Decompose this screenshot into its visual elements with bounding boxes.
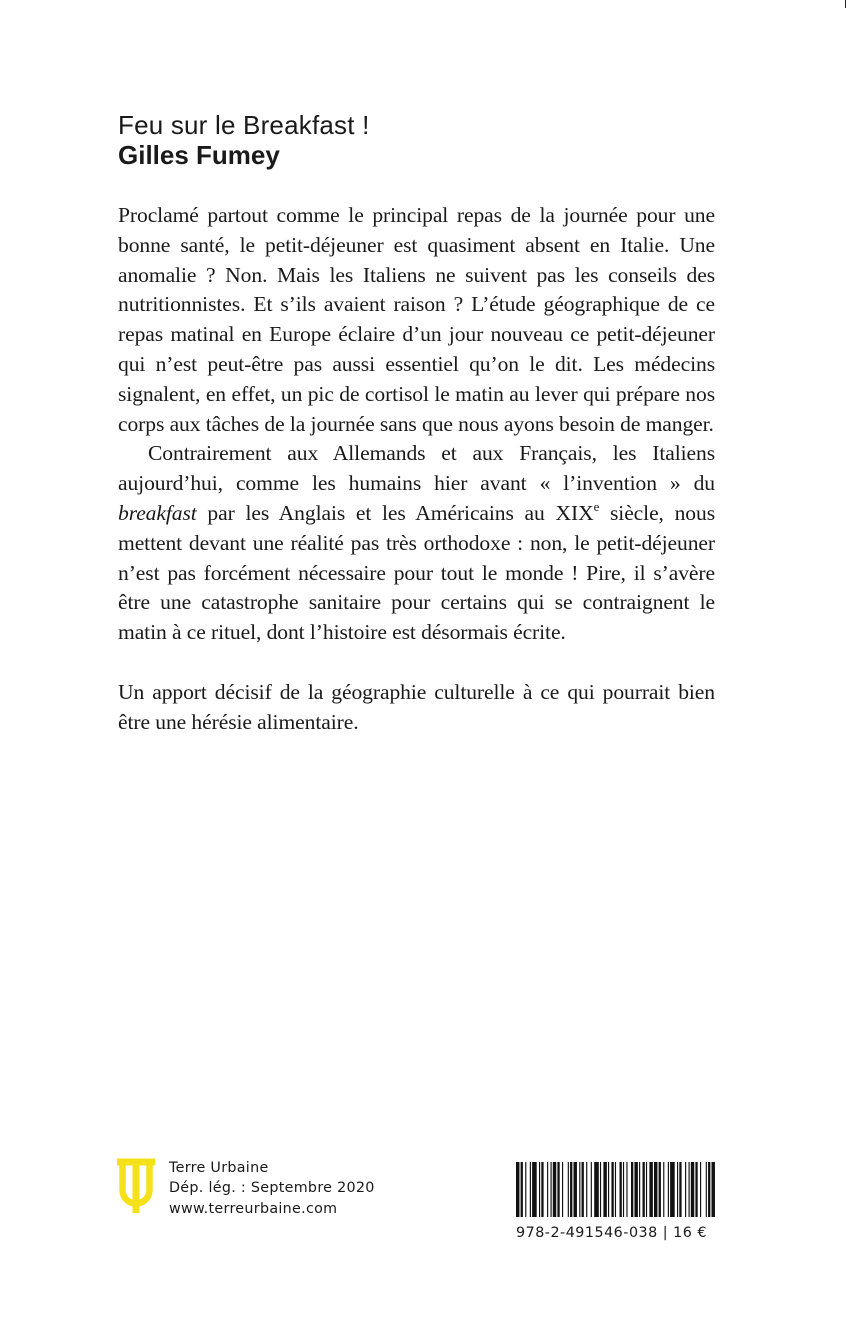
barcode-bar bbox=[615, 1162, 616, 1217]
publisher-info bbox=[169, 1158, 375, 1219]
barcode-bar bbox=[623, 1162, 624, 1217]
blurb-paragraph-2-part-1: Contrairement aux Allemands et aux Français, les Italiens aujourd’hui, comme les humains hier avant « l’invention » du bbox=[118, 441, 715, 496]
barcode-bar bbox=[634, 1162, 637, 1217]
barcode-bar bbox=[574, 1162, 577, 1217]
barcode-block bbox=[516, 1162, 716, 1241]
publisher-name: Terre Urbaine bbox=[169, 1160, 269, 1176]
barcode-bar bbox=[639, 1162, 640, 1217]
barcode bbox=[516, 1162, 716, 1217]
barcode-bar bbox=[708, 1162, 710, 1217]
barcode-bar bbox=[600, 1162, 601, 1217]
blurb-paragraph-2 bbox=[118, 439, 715, 648]
century-superscript: e bbox=[593, 498, 600, 514]
barcode-bar bbox=[663, 1162, 664, 1217]
title-block bbox=[118, 110, 738, 170]
barcode-bar bbox=[521, 1162, 523, 1217]
barcode-bar bbox=[659, 1162, 661, 1217]
barcode-bar bbox=[679, 1162, 681, 1217]
barcode-bar bbox=[646, 1162, 647, 1217]
barcode-bar bbox=[551, 1162, 552, 1217]
barcode-bar bbox=[579, 1162, 580, 1217]
barcode-bar bbox=[677, 1162, 678, 1217]
blurb-paragraph-2-part-2: par les Anglais et les Américains au XIX bbox=[196, 500, 594, 525]
blurb-paragraph-1: Proclamé partout comme le principal repas de la journée pour une bonne santé, le petit-déjeuner est quasiment absent en Italie. Une anomalie ? Non. Mais les Italiens ne suivent pas les conseils des nutritionnistes. Et s’ils avaient raison ? L’étude géographique de ce repas matinal en Europe éclaire d’un jour nouveau ce petit-déjeuner qui n’est peut-être pas aussi essentiel qu’on le dit. Les médecins signalent, en effet, un pic de cortisol le matin au lever qui prépare nos corps aux tâches de la journée sans que nous ayons besoin de manger. bbox=[118, 203, 715, 436]
barcode-bar bbox=[631, 1162, 633, 1217]
barcode-bar bbox=[643, 1162, 645, 1217]
barcode-bar bbox=[582, 1162, 584, 1217]
isbn-price: 978-2-491546-038 | 16 € bbox=[516, 1225, 707, 1241]
barcode-bar bbox=[530, 1162, 531, 1217]
barcode-bar bbox=[591, 1162, 592, 1217]
barcode-bar bbox=[691, 1162, 694, 1217]
barcode-bar bbox=[525, 1162, 526, 1217]
barcode-bar bbox=[547, 1162, 548, 1217]
publisher-website: www.terreurbaine.com bbox=[169, 1200, 338, 1217]
barcode-bar bbox=[557, 1162, 559, 1217]
barcode-bar bbox=[626, 1162, 627, 1217]
barcode-bar bbox=[532, 1162, 537, 1217]
book-title: Feu sur le Breakfast ! bbox=[118, 110, 370, 140]
barcode-bar bbox=[649, 1162, 652, 1217]
barcode-bar bbox=[603, 1162, 606, 1217]
barcode-bar bbox=[668, 1162, 669, 1217]
barcode-bar bbox=[539, 1162, 540, 1217]
barcode-bar bbox=[685, 1162, 686, 1217]
blurb-paragraph-2-part-3: siècle, nous mettent devant une réalité pas très orthodoxe : non, le petit-déjeuner n’est pas forcément nécessaire pour tout le monde ! Pire, il s’avère être une catastrophe sanitaire pour certains qui se contraignent le matin à ce rituel, dont l’histoire est désormais écrite. bbox=[118, 500, 715, 645]
barcode-bar bbox=[594, 1162, 599, 1217]
legal-deposit: Dép. lég. : Septembre 2020 bbox=[169, 1180, 375, 1197]
publisher-block bbox=[116, 1158, 375, 1219]
barcode-bar bbox=[706, 1162, 707, 1217]
barcode-bar bbox=[608, 1162, 609, 1217]
barcode-bar bbox=[553, 1162, 556, 1217]
barcode-bar bbox=[654, 1162, 657, 1217]
barcode-bar bbox=[689, 1162, 690, 1217]
terre-urbaine-logo-icon bbox=[116, 1158, 156, 1214]
barcode-bar bbox=[541, 1162, 543, 1217]
barcode-bar bbox=[570, 1162, 572, 1217]
barcode-bar bbox=[586, 1162, 587, 1217]
back-cover-blurb bbox=[118, 201, 715, 737]
barcode-bar bbox=[568, 1162, 569, 1217]
barcode-bar bbox=[620, 1162, 622, 1217]
blurb-paragraph-3: Un apport décisif de la géographie culturelle à ce qui pourrait bien être une hérésie alimentaire. bbox=[118, 679, 715, 734]
barcode-bar bbox=[695, 1162, 697, 1217]
barcode-bar bbox=[712, 1162, 715, 1217]
barcode-bar bbox=[562, 1162, 563, 1217]
breakfast-italic: breakfast bbox=[118, 500, 197, 525]
barcode-bar bbox=[611, 1162, 613, 1217]
crop-mark bbox=[845, 0, 846, 8]
barcode-bar bbox=[516, 1162, 519, 1217]
barcode-bar bbox=[700, 1162, 701, 1217]
barcode-bar bbox=[670, 1162, 675, 1217]
book-author: Gilles Fumey bbox=[118, 140, 280, 170]
